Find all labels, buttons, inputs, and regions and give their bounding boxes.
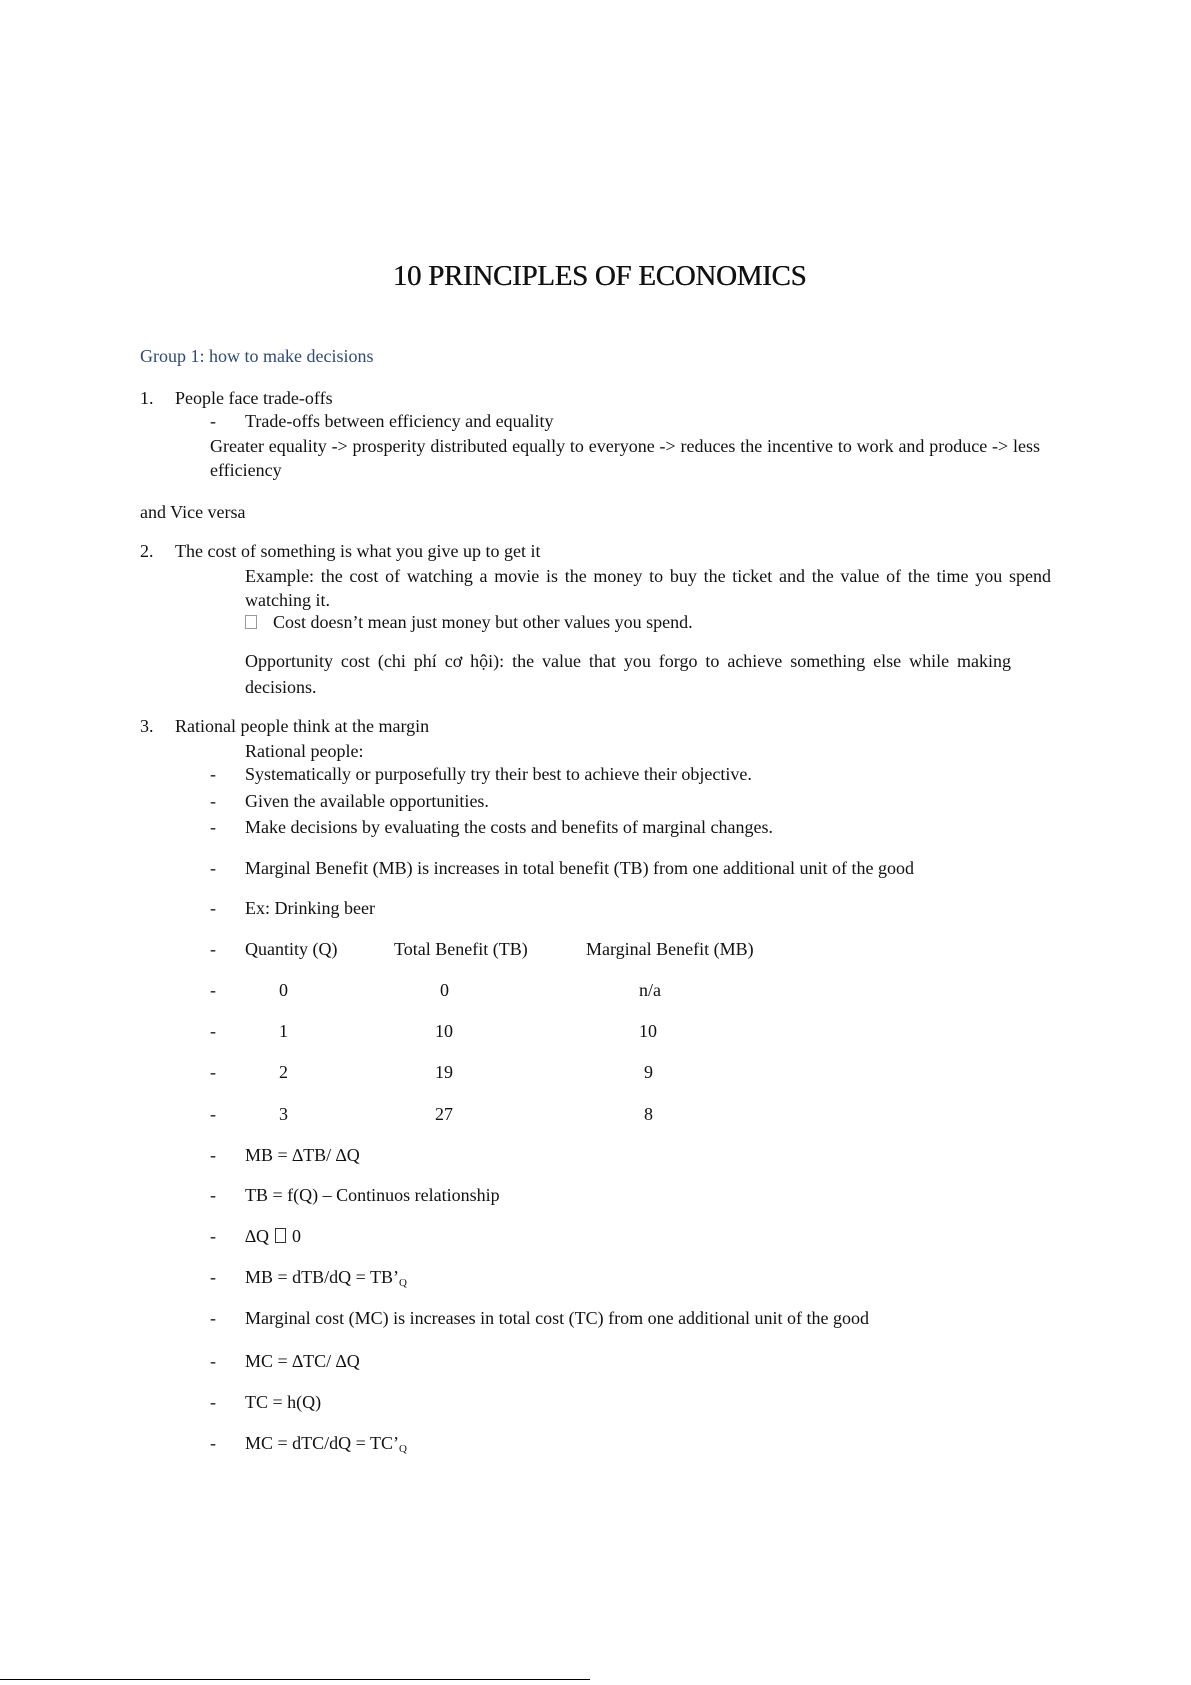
bullet-dash: -: [210, 1104, 216, 1124]
section-1-heading: People face trade-offs: [175, 388, 333, 408]
formula-dq-line: [245, 1224, 301, 1248]
section-3-bullet-4: Marginal Benefit (MB) is increases in total benefit (TB) from one additional unit of the good: [245, 858, 915, 878]
table-cell-mb: 9: [644, 1062, 653, 1082]
section-2-implication: Cost doesn’t mean just money but other values you spend.: [273, 612, 693, 632]
formula-mc-derivative-line: [245, 1431, 407, 1461]
section-3-bullet-1: Systematically or purposefully try their best to achieve their objective.: [245, 764, 752, 784]
section-2-heading: The cost of something is what you give up to get it: [175, 541, 541, 561]
table-cell-q: 2: [279, 1062, 288, 1082]
formula-mc-definition: Marginal cost (MC) is increases in total cost (TC) from one additional unit of the good: [245, 1308, 870, 1328]
section-1-number: 1.: [140, 388, 154, 408]
section-2-number: 2.: [140, 541, 154, 561]
table-cell-mb: 10: [639, 1021, 657, 1041]
bullet-dash: -: [210, 898, 216, 918]
section-3-intro: Rational people:: [245, 741, 364, 761]
table-cell-mb: n/a: [639, 980, 661, 1000]
page-title: 10 PRINCIPLES OF ECONOMICS: [392, 260, 807, 292]
table-cell-mb: 8: [644, 1104, 653, 1124]
bullet-dash: -: [210, 980, 216, 1000]
bullet-dash: -: [210, 791, 216, 811]
bullet-dash: -: [210, 1185, 216, 1205]
table-header-quantity: Quantity (Q): [245, 939, 338, 959]
table-header-marginal-benefit: Marginal Benefit (MB): [586, 939, 754, 959]
table-cell-q: 1: [279, 1021, 288, 1041]
formula-mc-derivative: MC = dTC/dQ = TC’: [245, 1433, 399, 1453]
bullet-dash: -: [210, 1021, 216, 1041]
section-1-paragraph: Greater equality -> prosperity distributed equally to everyone -> reduces the incentive to work and produce -> less efficiency: [210, 436, 1040, 480]
formula-mc-delta: MC = ∆TC/ ∆Q: [245, 1351, 360, 1371]
section-3-bullet-2: Given the available opportunities.: [245, 791, 489, 811]
formula-mb-delta: MB = ∆TB/ ∆Q: [245, 1145, 360, 1165]
section-1-bullet-dash: -: [210, 411, 216, 431]
section-1-after: and Vice versa: [140, 502, 246, 522]
bullet-dash: -: [210, 1308, 216, 1328]
group-heading: Group 1: how to make decisions: [140, 346, 374, 366]
formula-mb-derivative-line: [245, 1265, 407, 1295]
table-cell-q: 0: [279, 980, 288, 1000]
section-3-bullet-5: Ex: Drinking beer: [245, 898, 375, 918]
bullet-dash: -: [210, 858, 216, 878]
section-1-bullet: Trade-offs between efficiency and equality: [245, 411, 554, 431]
section-3-bullet-3: Make decisions by evaluating the costs and benefits of marginal changes.: [245, 817, 774, 837]
section-2-implication-line: [245, 610, 693, 634]
bullet-dash: -: [210, 1392, 216, 1412]
formula-mc-subscript: Q: [398, 1443, 407, 1455]
formula-tb-function: TB = f(Q) – Continuos relationship: [245, 1185, 500, 1205]
formula-mb-subscript: Q: [398, 1277, 407, 1289]
table-cell-tb: 0: [440, 980, 449, 1000]
section-2-example: Example: the cost of watching a movie is the money to buy the ticket and the value of the time you spend watching it.: [245, 566, 1051, 610]
table-header-total-benefit: Total Benefit (TB): [394, 939, 528, 959]
bullet-dash: -: [210, 764, 216, 784]
bullet-dash: -: [210, 1226, 216, 1246]
table-cell-tb: 27: [435, 1104, 453, 1124]
formula-tc-function: TC = h(Q): [245, 1392, 322, 1412]
table-cell-tb: 10: [435, 1021, 453, 1041]
bullet-dash: -: [210, 939, 216, 959]
section-3-heading: Rational people think at the margin: [175, 716, 430, 736]
bullet-dash: -: [210, 1267, 216, 1287]
checkbox-bullet-icon: [245, 615, 257, 629]
formula-mb-derivative: MB = dTB/dQ = TB’: [245, 1267, 399, 1287]
arrow-placeholder-icon: [275, 1228, 286, 1243]
bullet-dash: -: [210, 1433, 216, 1453]
formula-dq-left: ∆Q: [245, 1226, 270, 1246]
section-2-opportunity-cost: Opportunity cost (chi phí cơ hội): the value that you forgo to achieve something else while making decisions.: [245, 651, 1011, 697]
table-cell-tb: 19: [435, 1062, 453, 1082]
footer-rule: [0, 1679, 590, 1680]
table-cell-q: 3: [279, 1104, 288, 1124]
bullet-dash: -: [210, 817, 216, 837]
bullet-dash: -: [210, 1062, 216, 1082]
formula-dq-right: 0: [292, 1226, 302, 1246]
bullet-dash: -: [210, 1351, 216, 1371]
section-3-number: 3.: [140, 716, 154, 736]
bullet-dash: -: [210, 1145, 216, 1165]
